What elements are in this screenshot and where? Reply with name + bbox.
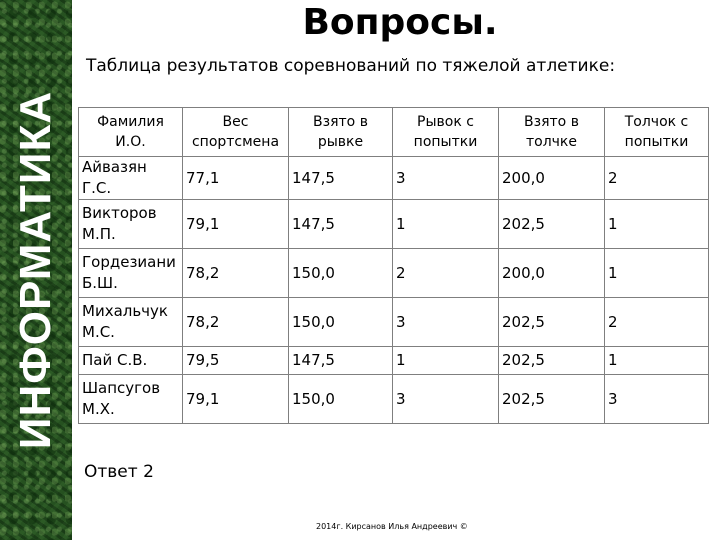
cell-snatch: 150,0: [289, 298, 393, 347]
cell-weight: 79,1: [183, 200, 289, 249]
sidebar-panel: [0, 0, 72, 540]
table-header-row: [79, 108, 709, 157]
cell-name: Михальчук М.С.: [79, 298, 183, 347]
cell-clean-jerk: 202,5: [499, 347, 605, 375]
cell-clean-jerk-attempt: 1: [605, 200, 709, 249]
table-row: [79, 200, 709, 249]
cell-name: Шапсугов М.Х.: [79, 375, 183, 424]
cell-clean-jerk-attempt: 1: [605, 347, 709, 375]
cell-snatch: 147,5: [289, 157, 393, 200]
table-row: [79, 157, 709, 200]
page-title: Вопросы.: [302, 2, 498, 43]
cell-clean-jerk: 202,5: [499, 200, 605, 249]
cell-snatch-attempt: 1: [393, 347, 499, 375]
cell-weight: 77,1: [183, 157, 289, 200]
sidebar-vertical-title: ИНФОРМАТИКА: [11, 90, 60, 450]
cell-snatch-attempt: 3: [393, 157, 499, 200]
cell-name: Айвазян Г.С.: [79, 157, 183, 200]
cell-snatch: 150,0: [289, 375, 393, 424]
cell-clean-jerk-attempt: 1: [605, 249, 709, 298]
cell-snatch-attempt: 3: [393, 375, 499, 424]
column-header-snatch: Взято в рывке: [289, 108, 393, 157]
column-header-clean-jerk-attempt: Толчок с попытки: [605, 108, 709, 157]
cell-snatch-attempt: 2: [393, 249, 499, 298]
column-header-weight: Вес спортсмена: [183, 108, 289, 157]
table-caption: Таблица результатов соревнований по тяжелой атлетике:: [86, 56, 616, 76]
results-table: [78, 107, 709, 424]
cell-snatch: 147,5: [289, 347, 393, 375]
footer-credit: 2014г. Кирсанов Илья Андреевич ©: [316, 522, 468, 531]
cell-name: Викторов М.П.: [79, 200, 183, 249]
column-header-name: Фамилия И.О.: [79, 108, 183, 157]
table-row: [79, 347, 709, 375]
cell-clean-jerk: 202,5: [499, 375, 605, 424]
column-header-clean-jerk: Взято в толчке: [499, 108, 605, 157]
answer-text: Ответ 2: [84, 462, 154, 482]
cell-clean-jerk: 200,0: [499, 157, 605, 200]
cell-snatch-attempt: 3: [393, 298, 499, 347]
cell-snatch-attempt: 1: [393, 200, 499, 249]
column-header-snatch-attempt: Рывок с попытки: [393, 108, 499, 157]
cell-snatch: 150,0: [289, 249, 393, 298]
table-row: [79, 298, 709, 347]
table-row: [79, 249, 709, 298]
cell-weight: 79,5: [183, 347, 289, 375]
cell-weight: 78,2: [183, 249, 289, 298]
table-row: [79, 375, 709, 424]
cell-clean-jerk-attempt: 2: [605, 298, 709, 347]
cell-weight: 78,2: [183, 298, 289, 347]
cell-clean-jerk-attempt: 3: [605, 375, 709, 424]
cell-snatch: 147,5: [289, 200, 393, 249]
cell-weight: 79,1: [183, 375, 289, 424]
cell-clean-jerk: 200,0: [499, 249, 605, 298]
cell-clean-jerk: 202,5: [499, 298, 605, 347]
cell-name: Пай С.В.: [79, 347, 183, 375]
cell-name: Гордезиани Б.Ш.: [79, 249, 183, 298]
cell-clean-jerk-attempt: 2: [605, 157, 709, 200]
